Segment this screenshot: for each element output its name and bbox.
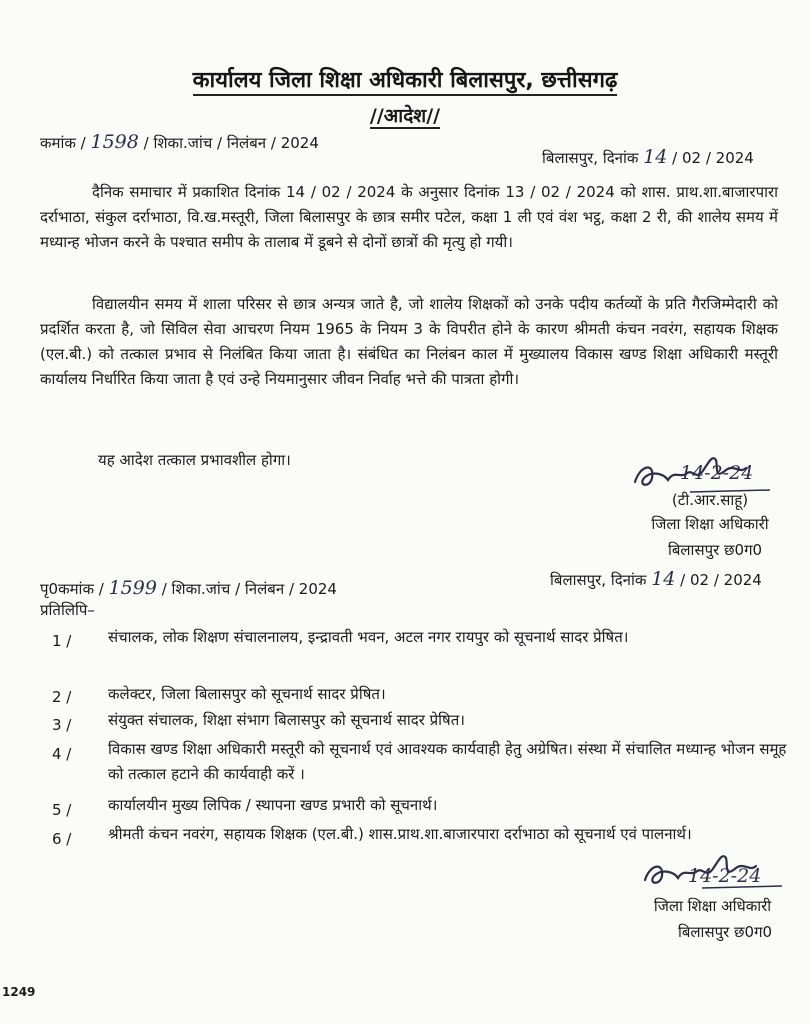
copy-signatory-designation: जिला शिक्षा अधिकारी [653,897,772,915]
list-item-number: 5 / [52,801,72,819]
list-item-number: 6 / [52,830,72,848]
order-place-date: बिलासपुर, दिनांक 14 / 02 / 2024 [542,146,754,168]
list-item-text: कलेक्टर, जिला बिलासपुर को सूचनार्थ सादर प्रेषित। [108,685,386,703]
office-title: कार्यालय जिला शिक्षा अधिकारी बिलासपुर, छत्तीसगढ़ [0,64,810,94]
list-item-number: 4 / [52,745,72,763]
list-item-number: 3 / [52,716,72,734]
order-reference [40,131,319,153]
paragraph-news-report: दैनिक समाचार में प्रकाशित दिनांक 14 / 02 / 2024 के अनुसार दिनांक 13 / 02 / 2024 को शास. प्राथ.शा.बाजारपारा दर्राभाठा, संकुल दर्राभाठा, वि.ख.मस्तूरी, जिला बिलासपुर के छात्र समीर पटेल, कक्षा 1 ली एवं वंश भट्ठ, कक्षा 2 री, की शालेय समय में मध्यान्ह भोजन करने के पश्चात समीप के तालाब में डूबने से दोनों छात्रों की मृत्यु हो गयी। [40,183,778,251]
list-item-text: श्रीमती कंचन नवरंग, सहायक शिक्षक (एल.बी.) शास.प्राथ.शा.बाजारपारा दर्राभाठा को सूचनार्थ एवं पालनार्थ। [108,825,692,843]
date-day-handwritten: 14 [643,146,668,168]
copy-signatory-place: बिलासपुर छ0ग0 [677,923,773,941]
list-item-number: 1 / [52,632,72,650]
list-item-text: कार्यालयीन मुख्य लिपिक / स्थापना खण्ड प्रभारी को सूचनार्थ। [108,796,438,814]
copy-ref-number-handwritten: 1599 [108,577,157,599]
copy-date-day-handwritten: 14 [651,568,676,590]
copy-heading: प्रतिलिपि– [40,601,95,619]
order-heading: //आदेश// [369,105,441,127]
signature-date-2: 14-2-24 [688,865,762,887]
corner-page-number: 1249 [2,985,36,999]
paragraph-suspension: विद्यालयीन समय में शाला परिसर से छात्र अन्यत्र जाते है, जो शालेय शिक्षकों को उनके पदीय कर्तव्यों के प्रति गैरजिम्मेदारी को प्रदर्शित करता है, जो सिविल सेवा आचरण नियम 1965 के नियम 3 के विपरीत होने के कारण श्रीमती कंचन नवरंग, सहायक शिक्षक (एल.बी.) को तत्काल प्रभाव से निलंबित किया जाता है। संबंधित का निलंबन काल में मुख्यालय विकास खण्ड शिक्षा अधिकारी मस्तूरी कार्यालय निर्धारित किया जाता है एवं उन्हे नियमानुसार जीवन निर्वाह भत्ते की पात्रता होगी। [40,295,778,388]
list-item-text: विकास खण्ड शिक्षा अधिकारी मस्तूरी को सूचनार्थ एवं आवश्यक कार्यवाही हेतु अग्रेषित। संस्था में संचालित मध्यान्ह भोजन समूह को तत्काल हटाने की कार्यवाही करें । [108,740,787,783]
signatory-place: बिलासपुर छ0ग0 [667,541,763,559]
ref-suffix: / शिका.जांच / निलंबन / 2024 [143,134,319,152]
ref-number-handwritten: 1598 [90,131,139,153]
list-item-number: 2 / [52,688,72,706]
ref-prefix: कमांक / [40,134,86,152]
paragraph-effective: यह आदेश तत्काल प्रभावशील होगा। [98,451,291,469]
signatory-name: (टी.आर.साहू) [671,491,749,509]
copy-place-date: बिलासपुर, दिनांक 14 / 02 / 2024 [550,568,762,590]
signature-date-1: 14-2-24 [680,462,754,484]
signatory-designation: जिला शिक्षा अधिकारी [651,515,769,533]
list-item-text: संचालक, लोक शिक्षण संचालनालय, इन्द्रावती भवन, अटल नगर रायपुर को सूचनार्थ सादर प्रेषित। [108,628,629,646]
copy-reference: पृ0कमांक / 1599 / शिका.जांच / निलंबन / 2024 [40,577,337,599]
list-item-text: संयुक्त संचालक, शिक्षा संभाग बिलासपुर को सूचनार्थ सादर प्रेषित। [108,711,465,729]
